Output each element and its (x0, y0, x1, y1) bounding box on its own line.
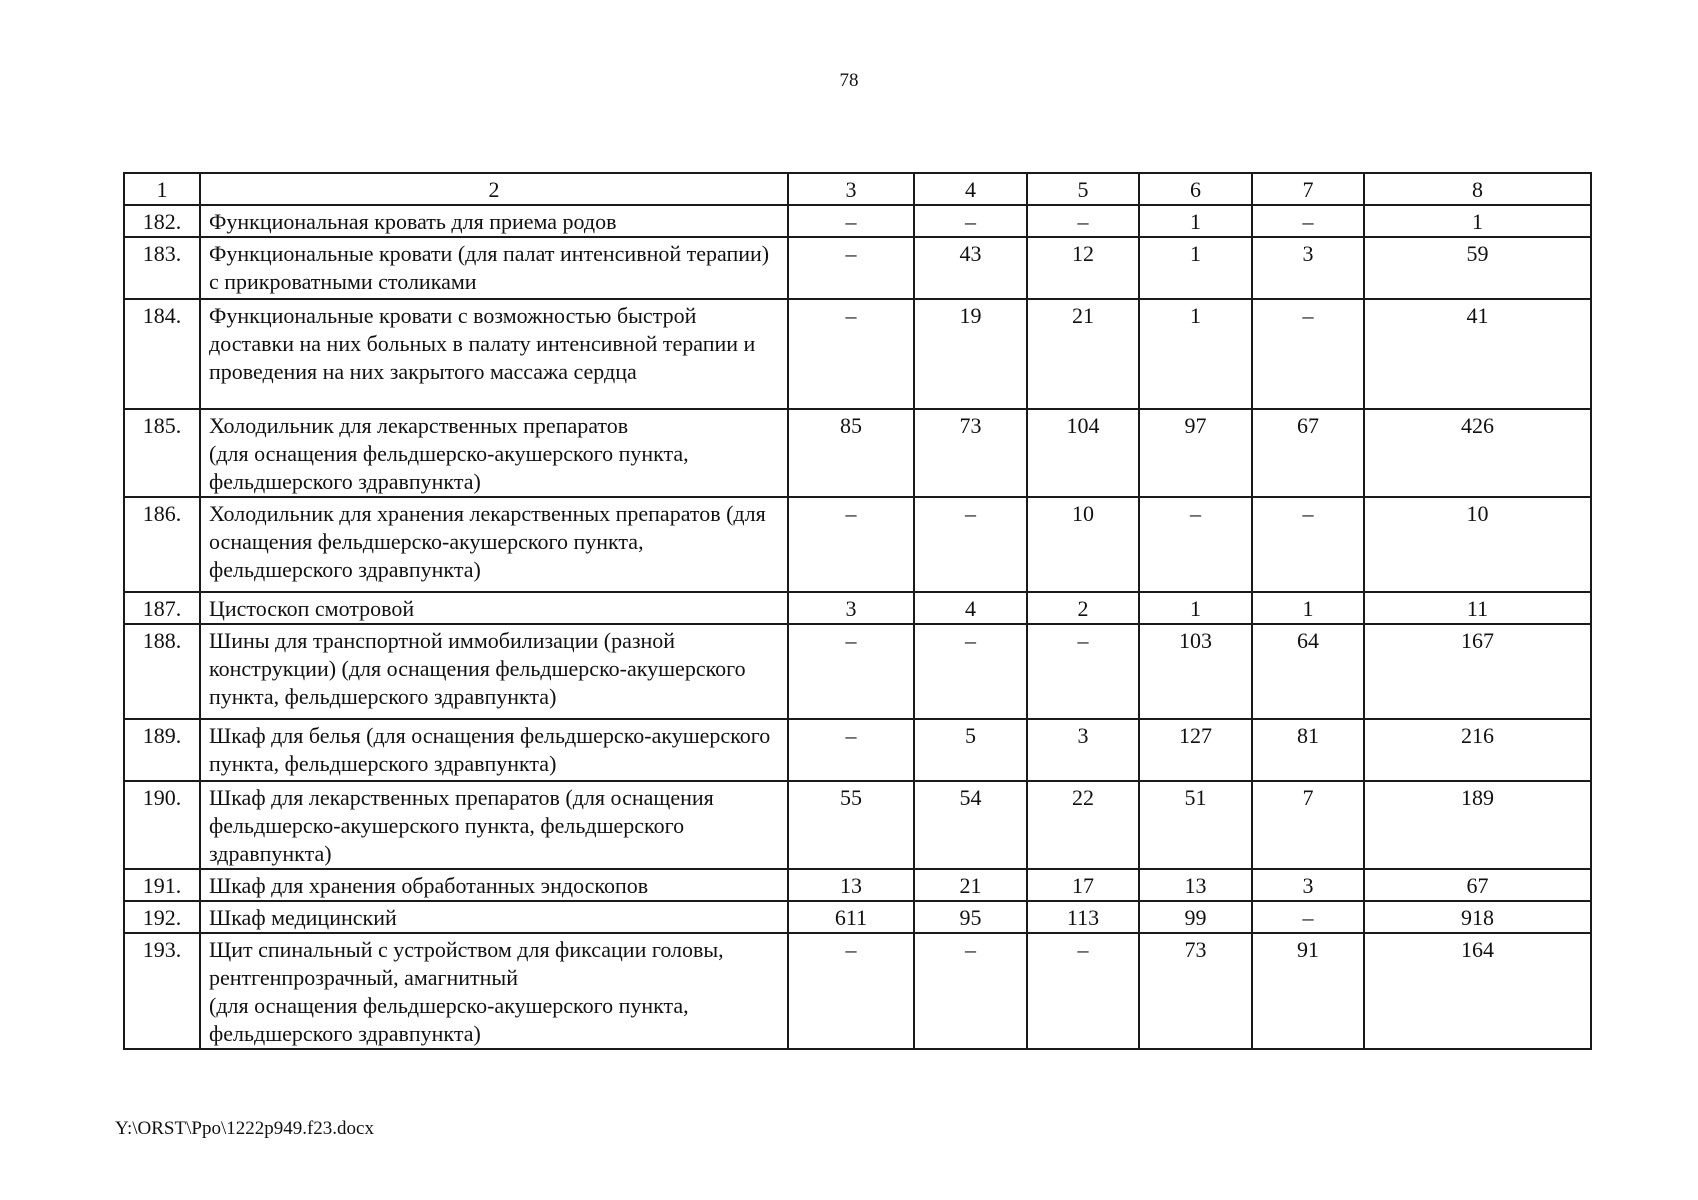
quantity-cell: 21 (1027, 299, 1139, 409)
quantity-cell: – (1139, 497, 1252, 592)
quantity-cell: – (1252, 901, 1364, 933)
quantity-cell: 1 (1139, 299, 1252, 409)
quantity-cell: 95 (914, 901, 1027, 933)
quantity-cell: 216 (1364, 719, 1591, 781)
table-row (124, 299, 1591, 409)
quantity-cell: – (788, 299, 914, 409)
row-number-cell: 188. (124, 624, 200, 719)
item-name-cell: Цистоскоп смотровой (200, 592, 788, 624)
quantity-cell: – (1252, 497, 1364, 592)
quantity-cell: 4 (914, 592, 1027, 624)
quantity-cell: 73 (914, 409, 1027, 497)
quantity-cell: 189 (1364, 781, 1591, 869)
footer-file-path: Y:\ORST\Ppo\1222p949.f23.docx (115, 1118, 374, 1139)
quantity-cell: 7 (1252, 781, 1364, 869)
quantity-cell: 19 (914, 299, 1027, 409)
item-name-cell: Шкаф для белья (для оснащения фельдшерско-акушерского пункта, фельдшерского здравпункта) (200, 719, 788, 781)
quantity-cell: 1 (1139, 205, 1252, 237)
quantity-cell: 41 (1364, 299, 1591, 409)
quantity-cell: – (788, 205, 914, 237)
table-body (124, 205, 1591, 1049)
quantity-cell: 13 (788, 869, 914, 901)
quantity-cell: 164 (1364, 933, 1591, 1049)
quantity-cell: – (914, 933, 1027, 1049)
header-cell: 1 (124, 173, 200, 205)
quantity-cell: – (788, 237, 914, 299)
header-cell: 7 (1252, 173, 1364, 205)
quantity-cell: – (788, 933, 914, 1049)
quantity-cell: 91 (1252, 933, 1364, 1049)
equipment-table (123, 172, 1592, 1050)
quantity-cell: – (914, 205, 1027, 237)
quantity-cell: 3 (1252, 237, 1364, 299)
quantity-cell: – (1027, 933, 1139, 1049)
quantity-cell: – (1027, 624, 1139, 719)
header-cell: 5 (1027, 173, 1139, 205)
table-row (124, 624, 1591, 719)
quantity-cell: 10 (1364, 497, 1591, 592)
header-cell: 2 (200, 173, 788, 205)
item-name-cell: Шкаф для лекарственных препаратов (для оснащения фельдшерско-акушерского пункта, фельдшерского здравпункта) (200, 781, 788, 869)
header-cell: 8 (1364, 173, 1591, 205)
table-row (124, 869, 1591, 901)
quantity-cell: – (914, 624, 1027, 719)
item-name-cell: Холодильник для хранения лекарственных препаратов (для оснащения фельдшерско-акушерского пункта, фельдшерского здравпункта) (200, 497, 788, 592)
quantity-cell: 17 (1027, 869, 1139, 901)
quantity-cell: 85 (788, 409, 914, 497)
quantity-cell: 5 (914, 719, 1027, 781)
quantity-cell: 97 (1139, 409, 1252, 497)
item-name-cell: Шкаф медицинский (200, 901, 788, 933)
header-cell: 3 (788, 173, 914, 205)
quantity-cell: 426 (1364, 409, 1591, 497)
quantity-cell: 51 (1139, 781, 1252, 869)
quantity-cell: 103 (1139, 624, 1252, 719)
row-number-cell: 182. (124, 205, 200, 237)
quantity-cell: 1 (1139, 237, 1252, 299)
item-name-cell: Шины для транспортной иммобилизации (разной конструкции) (для оснащения фельдшерско-акушерского пункта, фельдшерского здравпункта) (200, 624, 788, 719)
quantity-cell: 21 (914, 869, 1027, 901)
table-row (124, 933, 1591, 1049)
quantity-cell: 611 (788, 901, 914, 933)
item-name-cell: Функциональные кровати (для палат интенсивной терапии) с прикроватными столиками (200, 237, 788, 299)
quantity-cell: – (1252, 205, 1364, 237)
quantity-cell: 99 (1139, 901, 1252, 933)
quantity-cell: 113 (1027, 901, 1139, 933)
quantity-cell: 3 (788, 592, 914, 624)
quantity-cell: 43 (914, 237, 1027, 299)
quantity-cell: 3 (1252, 869, 1364, 901)
quantity-cell: 2 (1027, 592, 1139, 624)
quantity-cell: 11 (1364, 592, 1591, 624)
quantity-cell: 67 (1252, 409, 1364, 497)
quantity-cell: 10 (1027, 497, 1139, 592)
quantity-cell: 104 (1027, 409, 1139, 497)
row-number-cell: 193. (124, 933, 200, 1049)
quantity-cell: 13 (1139, 869, 1252, 901)
quantity-cell: 1 (1252, 592, 1364, 624)
item-name-cell: Функциональные кровати с возможностью быстрой доставки на них больных в палату интенсивной терапии и проведения на них закрытого массажа сердца (200, 299, 788, 409)
quantity-cell: 3 (1027, 719, 1139, 781)
quantity-cell: – (1252, 299, 1364, 409)
quantity-cell: 22 (1027, 781, 1139, 869)
row-number-cell: 189. (124, 719, 200, 781)
quantity-cell: 81 (1252, 719, 1364, 781)
quantity-cell: 12 (1027, 237, 1139, 299)
table-row (124, 409, 1591, 497)
quantity-cell: 67 (1364, 869, 1591, 901)
table-header-row (124, 173, 1591, 205)
quantity-cell: 1 (1364, 205, 1591, 237)
header-cell: 4 (914, 173, 1027, 205)
quantity-cell: 127 (1139, 719, 1252, 781)
quantity-cell: 59 (1364, 237, 1591, 299)
item-name-cell: Щит спинальный с устройством для фиксации головы, рентгенпрозрачный, амагнитный (для оснащения фельдшерско-акушерского пункта, фельдшерского здравпункта) (200, 933, 788, 1049)
row-number-cell: 185. (124, 409, 200, 497)
row-number-cell: 192. (124, 901, 200, 933)
table-row (124, 205, 1591, 237)
quantity-cell: 54 (914, 781, 1027, 869)
table-row (124, 237, 1591, 299)
page-number: 78 (839, 70, 859, 91)
table-row (124, 901, 1591, 933)
table-row (124, 497, 1591, 592)
quantity-cell: – (788, 624, 914, 719)
item-name-cell: Функциональная кровать для приема родов (200, 205, 788, 237)
item-name-cell: Шкаф для хранения обработанных эндоскопов (200, 869, 788, 901)
header-cell: 6 (1139, 173, 1252, 205)
quantity-cell: 73 (1139, 933, 1252, 1049)
row-number-cell: 191. (124, 869, 200, 901)
table-row (124, 719, 1591, 781)
quantity-cell: 918 (1364, 901, 1591, 933)
row-number-cell: 190. (124, 781, 200, 869)
quantity-cell: 55 (788, 781, 914, 869)
row-number-cell: 187. (124, 592, 200, 624)
quantity-cell: – (788, 497, 914, 592)
row-number-cell: 184. (124, 299, 200, 409)
quantity-cell: – (788, 719, 914, 781)
table-row (124, 592, 1591, 624)
quantity-cell: 64 (1252, 624, 1364, 719)
row-number-cell: 186. (124, 497, 200, 592)
table-row (124, 781, 1591, 869)
quantity-cell: 167 (1364, 624, 1591, 719)
quantity-cell: – (914, 497, 1027, 592)
quantity-cell: 1 (1139, 592, 1252, 624)
quantity-cell: – (1027, 205, 1139, 237)
row-number-cell: 183. (124, 237, 200, 299)
item-name-cell: Холодильник для лекарственных препаратов (для оснащения фельдшерско-акушерского пункта, фельдшерского здравпункта) (200, 409, 788, 497)
